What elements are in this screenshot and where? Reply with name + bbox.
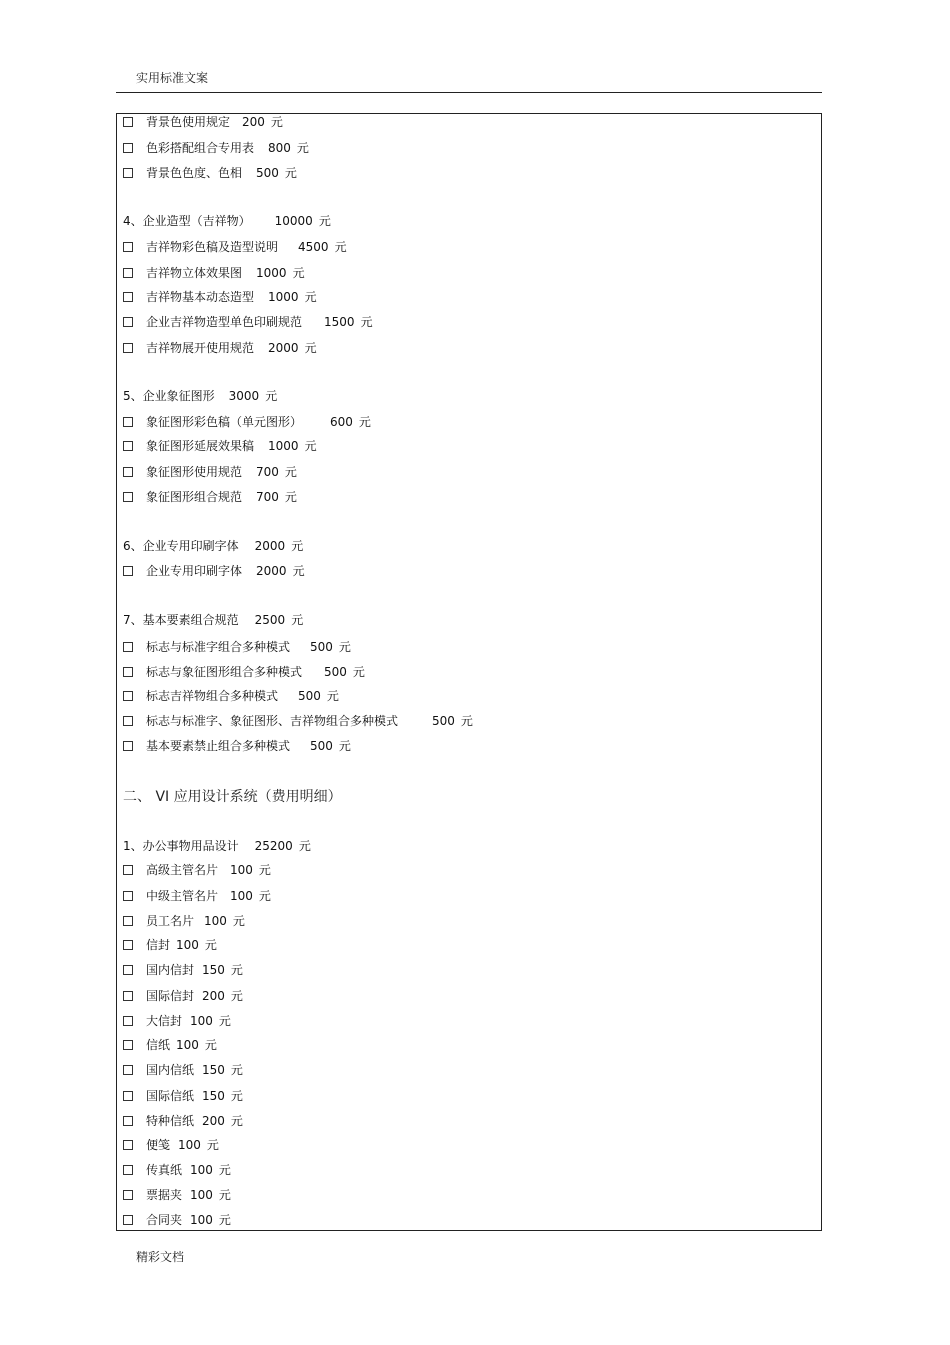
- list-item: [123, 1037, 217, 1053]
- list-item: [123, 962, 243, 978]
- item-label: 企业专用印刷字体: [146, 564, 243, 578]
- item-amount: 200: [202, 1114, 225, 1128]
- header-divider: [116, 92, 822, 93]
- list-item: [123, 1137, 219, 1153]
- item-amount: 2000: [256, 564, 287, 578]
- item-label: 4、企业造型（吉祥物）: [123, 214, 251, 228]
- item-amount: 100: [176, 1038, 199, 1052]
- item-amount: 100: [190, 1188, 213, 1202]
- item-amount: 200: [202, 989, 225, 1003]
- item-label: 票据夹: [146, 1188, 183, 1202]
- section-heading: [123, 538, 303, 554]
- item-unit: 元: [230, 1063, 243, 1077]
- item-unit: 元: [230, 1114, 243, 1128]
- checkbox[interactable]: [123, 716, 133, 726]
- item-amount: 1000: [268, 290, 299, 304]
- checkbox[interactable]: [123, 1116, 133, 1126]
- item-unit: 元: [258, 889, 271, 903]
- item-label: 国内信封: [146, 963, 195, 977]
- checkbox[interactable]: [123, 1165, 133, 1175]
- item-amount: 1000: [268, 439, 299, 453]
- item-unit: 元: [258, 863, 271, 877]
- list-item: [123, 888, 271, 904]
- item-label: 标志与标准字、象征图形、吉祥物组合多种模式: [146, 714, 399, 728]
- item-amount: 2000: [268, 341, 299, 355]
- item-amount: 600: [330, 415, 353, 429]
- item-amount: 500: [432, 714, 455, 728]
- item-unit: 元: [270, 115, 283, 129]
- item-unit: 元: [204, 938, 217, 952]
- item-unit: 元: [284, 465, 297, 479]
- item-unit: 元: [338, 739, 351, 753]
- list-item: [123, 314, 373, 330]
- list-item: [123, 438, 317, 454]
- checkbox[interactable]: [123, 467, 133, 477]
- list-item: [123, 239, 347, 255]
- item-unit: 元: [360, 315, 373, 329]
- checkbox[interactable]: [123, 1040, 133, 1050]
- checkbox[interactable]: [123, 865, 133, 875]
- item-label: 1、办公事物用品设计: [123, 839, 239, 853]
- section-title: 二、 VI 应用设计系统（费用明细）: [123, 789, 342, 805]
- item-amount: 700: [256, 490, 279, 504]
- item-label: 吉祥物基本动态造型: [146, 290, 255, 304]
- list-item: [123, 464, 297, 480]
- item-unit: 元: [230, 1089, 243, 1103]
- item-unit: 元: [230, 963, 243, 977]
- item-label: 5、企业象征图形: [123, 389, 215, 403]
- item-unit: 元: [352, 665, 365, 679]
- item-amount: 100: [190, 1213, 213, 1227]
- item-amount: 25200: [254, 839, 293, 853]
- checkbox[interactable]: [123, 916, 133, 926]
- list-item: [123, 414, 371, 430]
- item-label: 吉祥物彩色稿及造型说明: [146, 240, 279, 254]
- list-item: [123, 862, 271, 878]
- item-label: 背景色色度、色相: [146, 166, 243, 180]
- checkbox[interactable]: [123, 1016, 133, 1026]
- section-heading: [123, 838, 311, 854]
- checkbox[interactable]: [123, 492, 133, 502]
- item-label: 传真纸: [146, 1163, 183, 1177]
- list-item: [123, 114, 283, 130]
- section-heading: [123, 388, 277, 404]
- checkbox[interactable]: [123, 242, 133, 252]
- item-label: 国际信纸: [146, 1089, 195, 1103]
- item-unit: 元: [304, 341, 317, 355]
- checkbox[interactable]: [123, 940, 133, 950]
- item-unit: 元: [204, 1038, 217, 1052]
- item-label: 国内信纸: [146, 1063, 195, 1077]
- checkbox[interactable]: [123, 1215, 133, 1225]
- item-unit: 元: [326, 689, 339, 703]
- item-amount: 100: [190, 1163, 213, 1177]
- list-item: [123, 713, 473, 729]
- checkbox[interactable]: [123, 343, 133, 353]
- item-unit: 元: [296, 141, 309, 155]
- item-label: 象征图形组合规范: [146, 490, 243, 504]
- item-label: 吉祥物展开使用规范: [146, 341, 255, 355]
- item-unit: 元: [218, 1213, 231, 1227]
- checkbox[interactable]: [123, 143, 133, 153]
- list-item: [123, 1013, 231, 1029]
- checkbox[interactable]: [123, 1091, 133, 1101]
- section-heading: [123, 213, 331, 229]
- item-unit: 元: [218, 1014, 231, 1028]
- list-item: [123, 639, 351, 655]
- list-item: [123, 1113, 243, 1129]
- list-item: [123, 937, 217, 953]
- header-text: 实用标准文案: [136, 71, 209, 85]
- item-label: 特种信纸: [146, 1114, 195, 1128]
- item-unit: 元: [232, 914, 245, 928]
- item-amount: 100: [204, 914, 227, 928]
- item-amount: 500: [310, 640, 333, 654]
- item-amount: 2500: [254, 613, 286, 627]
- list-item: [123, 563, 305, 579]
- item-unit: 元: [218, 1163, 231, 1177]
- section-heading: [123, 612, 303, 628]
- list-item: [123, 165, 297, 181]
- item-amount: 500: [324, 665, 347, 679]
- item-amount: 4500: [298, 240, 329, 254]
- item-label: 标志与象征图形组合多种模式: [146, 665, 303, 679]
- item-label: 信纸: [146, 1038, 171, 1052]
- checkbox[interactable]: [123, 1065, 133, 1075]
- item-amount: 150: [202, 1089, 225, 1103]
- item-amount: 100: [190, 1014, 213, 1028]
- item-label: 合同夹: [146, 1213, 183, 1227]
- checkbox[interactable]: [123, 417, 133, 427]
- item-amount: 100: [230, 889, 253, 903]
- checkbox[interactable]: [123, 741, 133, 751]
- item-unit: 元: [334, 240, 347, 254]
- item-label: 员工名片: [146, 914, 195, 928]
- item-unit: 元: [292, 266, 305, 280]
- list-item: [123, 1062, 243, 1078]
- item-amount: 1500: [324, 315, 355, 329]
- item-amount: 100: [176, 938, 199, 952]
- list-item: [123, 1088, 243, 1104]
- list-item: [123, 688, 339, 704]
- list-item: [123, 1187, 231, 1203]
- list-item: [123, 265, 305, 281]
- list-item: [123, 988, 243, 1004]
- item-amount: 500: [310, 739, 333, 753]
- item-label: 6、企业专用印刷字体: [123, 539, 239, 553]
- list-item: [123, 738, 351, 754]
- item-label: 色彩搭配组合专用表: [146, 141, 255, 155]
- item-unit: 元: [358, 415, 371, 429]
- item-unit: 元: [206, 1138, 219, 1152]
- list-item: [123, 340, 317, 356]
- item-amount: 700: [256, 465, 279, 479]
- item-amount: 500: [298, 689, 321, 703]
- checkbox[interactable]: [123, 566, 133, 576]
- item-unit: 元: [460, 714, 473, 728]
- checkbox[interactable]: [123, 168, 133, 178]
- item-amount: 100: [178, 1138, 201, 1152]
- item-label: 象征图形延展效果稿: [146, 439, 255, 453]
- item-label: 信封: [146, 938, 171, 952]
- item-amount: 150: [202, 1063, 225, 1077]
- item-unit: 元: [304, 290, 317, 304]
- footer-text: 精彩文档: [136, 1250, 185, 1264]
- checkbox[interactable]: [123, 691, 133, 701]
- item-amount: 800: [268, 141, 291, 155]
- item-label: 便笺: [146, 1138, 171, 1152]
- item-unit: 元: [284, 490, 297, 504]
- item-label: 高级主管名片: [146, 863, 219, 877]
- item-label: 标志与标准字组合多种模式: [146, 640, 291, 654]
- item-unit: 元: [292, 564, 305, 578]
- item-label: 背景色使用规定: [146, 115, 231, 129]
- item-unit: 元: [298, 839, 311, 853]
- item-amount: 500: [256, 166, 279, 180]
- list-item: [123, 913, 245, 929]
- list-item: [123, 1162, 231, 1178]
- checkbox[interactable]: [123, 667, 133, 677]
- item-amount: 2000: [254, 539, 286, 553]
- item-unit: 元: [265, 389, 278, 403]
- item-label: 中级主管名片: [146, 889, 219, 903]
- checkbox[interactable]: [123, 991, 133, 1001]
- item-unit: 元: [218, 1188, 231, 1202]
- item-unit: 元: [230, 989, 243, 1003]
- checkbox[interactable]: [123, 292, 133, 302]
- checkbox[interactable]: [123, 1140, 133, 1150]
- list-item: [123, 289, 317, 305]
- item-amount: 1000: [256, 266, 287, 280]
- item-label: 大信封: [146, 1014, 183, 1028]
- list-item: [123, 489, 297, 505]
- item-unit: 元: [318, 214, 331, 228]
- checkbox[interactable]: [123, 117, 133, 127]
- item-amount: 10000: [274, 214, 313, 228]
- item-label: 象征图形使用规范: [146, 465, 243, 479]
- item-unit: 元: [338, 640, 351, 654]
- checkbox[interactable]: [123, 268, 133, 278]
- checkbox[interactable]: [123, 441, 133, 451]
- list-item: [123, 140, 309, 156]
- item-label: 7、基本要素组合规范: [123, 613, 239, 627]
- item-label: 基本要素禁止组合多种模式: [146, 739, 291, 753]
- list-item: [123, 1212, 231, 1228]
- item-unit: 元: [291, 613, 304, 627]
- checkbox[interactable]: [123, 965, 133, 975]
- item-unit: 元: [291, 539, 304, 553]
- item-amount: 150: [202, 963, 225, 977]
- item-label: 象征图形彩色稿（单元图形）: [146, 415, 303, 429]
- checkbox[interactable]: [123, 317, 133, 327]
- item-label: 标志吉祥物组合多种模式: [146, 689, 279, 703]
- item-unit: 元: [284, 166, 297, 180]
- item-amount: 3000: [228, 389, 260, 403]
- item-label: 国际信封: [146, 989, 195, 1003]
- item-amount: 100: [230, 863, 253, 877]
- checkbox[interactable]: [123, 642, 133, 652]
- item-unit: 元: [304, 439, 317, 453]
- item-label: 吉祥物立体效果图: [146, 266, 243, 280]
- item-label: 企业吉祥物造型单色印刷规范: [146, 315, 303, 329]
- checkbox[interactable]: [123, 1190, 133, 1200]
- item-amount: 200: [242, 115, 265, 129]
- checkbox[interactable]: [123, 891, 133, 901]
- list-item: [123, 664, 365, 680]
